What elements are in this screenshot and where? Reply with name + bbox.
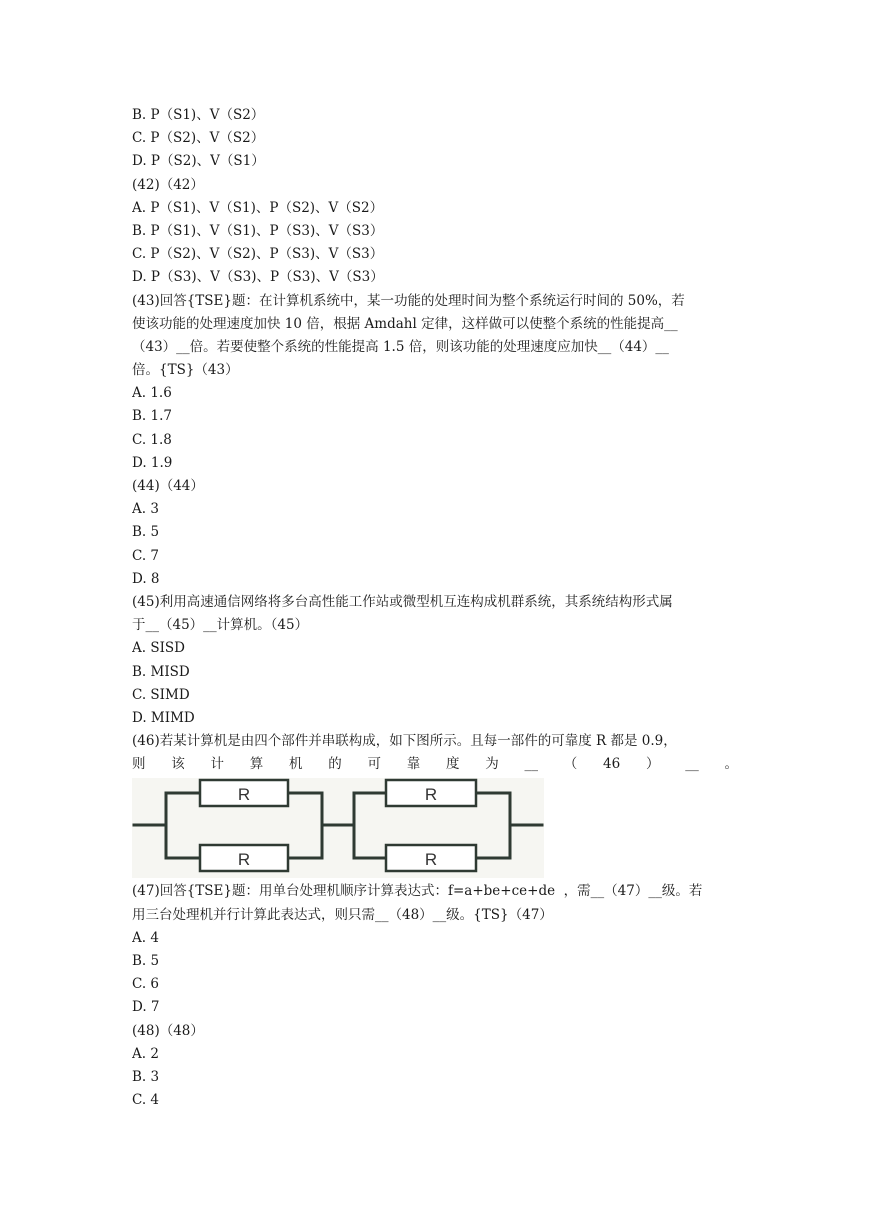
question-46-spaced-line <box>132 753 738 776</box>
spaced-char: 46 <box>603 756 621 773</box>
spaced-char: 的 <box>328 756 342 773</box>
option-line: A. 2 <box>132 1045 159 1062</box>
option-line: D. P（S3)、V（S3)、P（S3)、V（S3） <box>132 269 384 286</box>
spaced-char: 计 <box>210 756 224 773</box>
spaced-char: __ <box>524 756 538 773</box>
option-line: A. P（S1)、V（S1)、P（S2)、V（S2） <box>132 199 384 216</box>
reliability-circuit-figure <box>132 778 544 878</box>
option-line: C. 7 <box>132 547 160 564</box>
spaced-char: 则 <box>132 756 146 773</box>
option-line: C. P（S2)、V（S2)、P（S3)、V（S3） <box>132 246 384 263</box>
option-line: B. 1.7 <box>132 408 172 425</box>
resistor-label: R <box>424 850 438 870</box>
option-line: C. SIMD <box>132 686 190 703</box>
spaced-char: （ <box>563 756 578 773</box>
option-line: C. 4 <box>132 1092 160 1109</box>
question-47-text: (47)回答{TSE}题：用单台处理机顺序计算表达式：f=a+be+ce+de ，需__（47）__级。若 <box>132 883 703 900</box>
option-line: A. 4 <box>132 929 159 946</box>
resistor-label: R <box>237 785 251 805</box>
option-line: D. 1.9 <box>132 454 173 471</box>
question-48-title: (48)（48） <box>132 1022 204 1039</box>
question-43-text: (43)回答{TSE}题：在计算机系统中，某一功能的处理时间为整个系统运行时间的 50%，若 <box>132 292 685 309</box>
spaced-char: 靠 <box>406 756 421 773</box>
option-line: B. 5 <box>132 524 160 541</box>
spaced-char: 。 <box>724 756 738 773</box>
spaced-char: 可 <box>367 756 381 773</box>
question-42-title: (42)（42） <box>132 176 204 193</box>
option-line: B. MISD <box>132 663 190 680</box>
option-line: C. 6 <box>132 976 160 993</box>
spaced-char: 算 <box>249 756 264 773</box>
resistor-label: R <box>424 785 438 805</box>
option-line: C. P（S2)、V（S2） <box>132 130 265 147</box>
option-line: C. 1.8 <box>132 431 172 448</box>
spaced-char: 机 <box>289 756 303 773</box>
option-line: D. MIMD <box>132 709 195 726</box>
option-line: A. SISD <box>132 640 185 657</box>
question-43-text: （43）__倍。若要使整个系统的性能提高 1.5 倍，则该功能的处理速度应加快__（44）__ <box>132 338 669 355</box>
question-44-title: (44)（44） <box>132 478 204 494</box>
spaced-char: 为 <box>485 756 499 773</box>
spaced-char: __ <box>685 756 699 773</box>
question-45-text: 于__（45）__计算机。（45） <box>132 617 309 634</box>
option-line: B. P（S1)、V（S1)、P（S3)、V（S3） <box>132 222 384 239</box>
question-45-text: (45)利用高速通信网络将多台高性能工作站或微型机互连构成机群系统，其系统结构形式属 <box>132 593 673 610</box>
option-line: D. 8 <box>132 570 160 587</box>
option-line: B. P（S1)、V（S2） <box>132 107 265 123</box>
exam-content <box>132 104 738 1112</box>
resistor-label: R <box>237 850 251 870</box>
option-line: B. 5 <box>132 953 160 969</box>
spaced-char: 该 <box>171 756 185 773</box>
spaced-char: 度 <box>446 756 460 773</box>
question-43-text: 使该功能的处理速度加快 10 倍，根据 Amdahl 定律，这样做可以使整个系统的性能提高__ <box>132 315 678 332</box>
option-line: A. 3 <box>132 501 159 518</box>
option-line: A. 1.6 <box>132 385 172 402</box>
option-line: D. P（S2)、V（S1） <box>132 153 265 170</box>
question-43-text: 倍。{TS}（43） <box>132 362 239 379</box>
option-line: D. 7 <box>132 999 160 1016</box>
circuit-diagram <box>132 778 544 878</box>
option-line: B. 3 <box>132 1068 160 1085</box>
question-47-text: 用三台处理机并行计算此表达式，则只需__（48）__级。{TS}（47） <box>132 906 553 923</box>
spaced-char: ） <box>645 756 660 773</box>
question-46-text: (46)若某计算机是由四个部件并串联构成，如下图所示。且每一部件的可靠度 R 都是 0.9， <box>132 733 677 750</box>
